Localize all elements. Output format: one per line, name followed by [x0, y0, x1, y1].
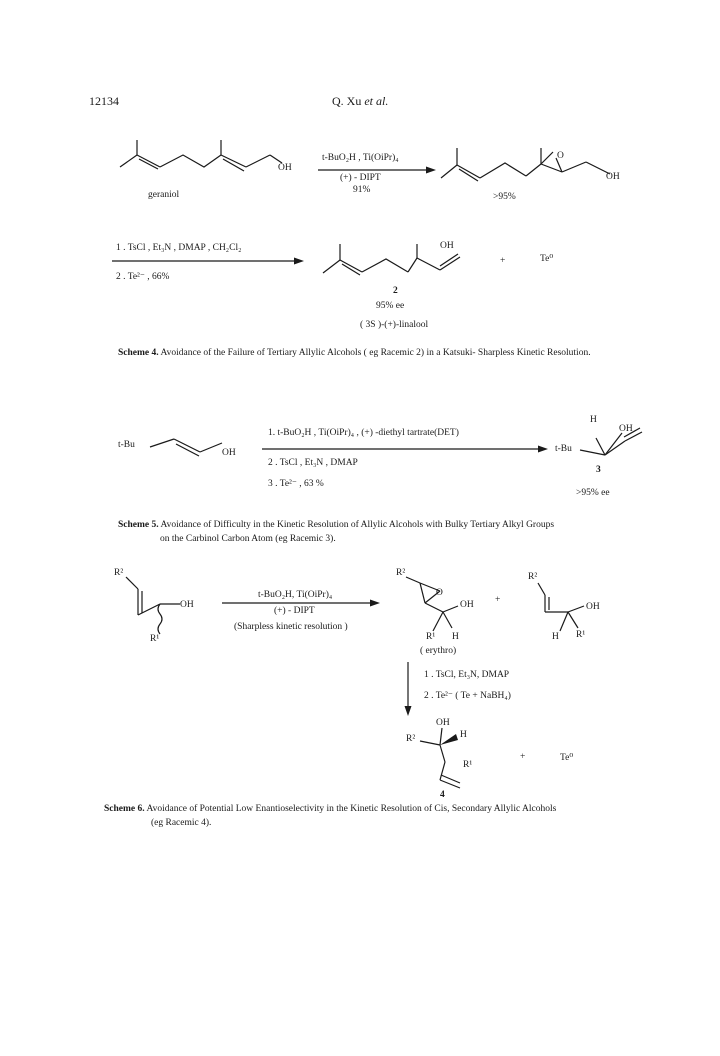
scheme4-caption-label: Scheme 4.	[118, 348, 159, 358]
erythro-h-label: H	[452, 632, 459, 642]
scheme6-caption-line2: (eg Racemic 4).	[151, 818, 212, 828]
geraniol-label: geraniol	[148, 190, 180, 200]
scheme5-tbu-product: t-Bu	[555, 444, 572, 454]
product4-r2-label: R²	[406, 734, 416, 744]
scheme6-cond-bottom: (Sharpless kinetic resolution )	[234, 622, 348, 632]
scheme4-caption-text: Avoidance of the Failure of Tertiary Allylic Alcohols ( eg Racemic 2) in a Katsuki- Sharpless Kinetic Resolution.	[160, 348, 591, 358]
scheme4-plus: +	[500, 256, 506, 266]
product-4-structure	[420, 728, 460, 788]
scheme6-plus2: +	[520, 752, 526, 762]
scheme6-cond-mid: (+) - DIPT	[274, 606, 315, 616]
scheme6-plus1: +	[495, 595, 501, 605]
scheme6-caption-line1: Avoidance of Potential Low Enantioselectivity in the Kinetic Resolution of Cis, Secondary Allylic Alcohols	[146, 804, 557, 814]
compound-3-number: 3	[596, 465, 601, 475]
scheme5-oh-start: OH	[222, 448, 236, 458]
scheme4-step2: 2 . Te²⁻ , 66%	[116, 272, 170, 282]
erythro-r2-label: R²	[396, 568, 406, 578]
erythro-label: ( erythro)	[420, 646, 457, 656]
page-number: 12134	[89, 94, 119, 108]
scheme5-caption-line1: Avoidance of Difficulty in the Kinetic Resolution of Allylic Alcohols with Bulky Tertiary Alkyl Groups	[160, 520, 555, 530]
epoxide-ee-label: >95%	[493, 192, 516, 202]
scheme6-caption	[104, 802, 556, 830]
epoxy-alcohol-erythro	[406, 577, 458, 631]
recovered-r2-label: R²	[528, 572, 538, 582]
scheme5-ee: >95% ee	[576, 488, 610, 498]
scheme6-step2: 2 . Te²⁻ ( Te + NaBH₄)	[424, 691, 511, 701]
erythro-r1-label: R¹	[426, 632, 436, 642]
tellurium-byproduct: Te⁰	[540, 254, 554, 264]
geraniol-structure	[120, 140, 282, 171]
scheme5-h-label: H	[590, 415, 597, 425]
scheme4-conditions-top: t-BuO₂H , Ti(OiPr)₄	[322, 153, 399, 163]
scheme5-tbu-start: t-Bu	[118, 440, 135, 450]
linalool-name: ( 3S )-(+)-linalool	[360, 320, 429, 330]
product4-r1-label: R¹	[463, 760, 473, 770]
scheme5-step1: 1. t-BuO₂H , Ti(OiPr)₄ , (+) -diethyl tartrate(DET)	[268, 428, 459, 438]
scheme5-oh-product: OH	[619, 424, 633, 434]
recovered-h-label: H	[552, 632, 559, 642]
epoxide-oh-label: OH	[606, 172, 620, 182]
header-authors: Q. Xu	[332, 94, 362, 108]
epoxide-o-label: O	[557, 151, 564, 161]
product4-h-label: H	[460, 730, 467, 740]
scheme5-caption-label: Scheme 5.	[118, 520, 159, 530]
allylic-alcohol-4-start	[126, 577, 180, 634]
header-authors-suffix: et al.	[364, 94, 389, 108]
compound-2-number: 2	[393, 286, 398, 296]
scheme4-yield: 91%	[353, 185, 371, 195]
scheme5-caption-line2: on the Carbinol Carbon Atom (eg Racemic 3).	[160, 534, 336, 544]
scheme6-step1: 1 . TsCl, Et₃N, DMAP	[424, 670, 510, 680]
scheme5-caption	[118, 518, 554, 546]
scheme6-r2-start: R²	[114, 568, 124, 578]
scheme4-step1: 1 . TsCl , Et₃N , DMAP , CH₂Cl₂	[116, 243, 242, 253]
scheme4-caption	[118, 346, 591, 360]
epoxygeraniol-structure	[441, 148, 610, 181]
erythro-oh-label: OH	[460, 600, 474, 610]
compound-4-number: 4	[440, 790, 445, 800]
scheme6-tellurium: Te⁰	[560, 753, 574, 763]
geraniol-oh-label: OH	[278, 163, 292, 173]
scheme6-r1-start: R¹	[150, 634, 160, 644]
erythro-o-label: O	[436, 588, 443, 598]
scheme6-oh-start: OH	[180, 600, 194, 610]
scheme6-caption-label: Scheme 6.	[104, 804, 145, 814]
recovered-allylic-alcohol	[538, 583, 584, 631]
scheme4-conditions-mid: (+) - DIPT	[340, 173, 381, 183]
linalool-ee: 95% ee	[376, 301, 405, 311]
recovered-r1-label: R¹	[576, 630, 586, 640]
allylic-alcohol-3-start	[150, 439, 222, 456]
linalool-oh-label: OH	[440, 241, 454, 251]
scheme6-cond-top: t-BuO₂H, Ti(OiPr)₄	[258, 590, 333, 600]
recovered-oh-label: OH	[586, 602, 600, 612]
product4-oh-label: OH	[436, 718, 450, 728]
scheme5-step3: 3 . Te²⁻ , 63 %	[268, 479, 324, 489]
scheme5-step2: 2 . TsCl , Et₃N , DMAP	[268, 458, 358, 468]
